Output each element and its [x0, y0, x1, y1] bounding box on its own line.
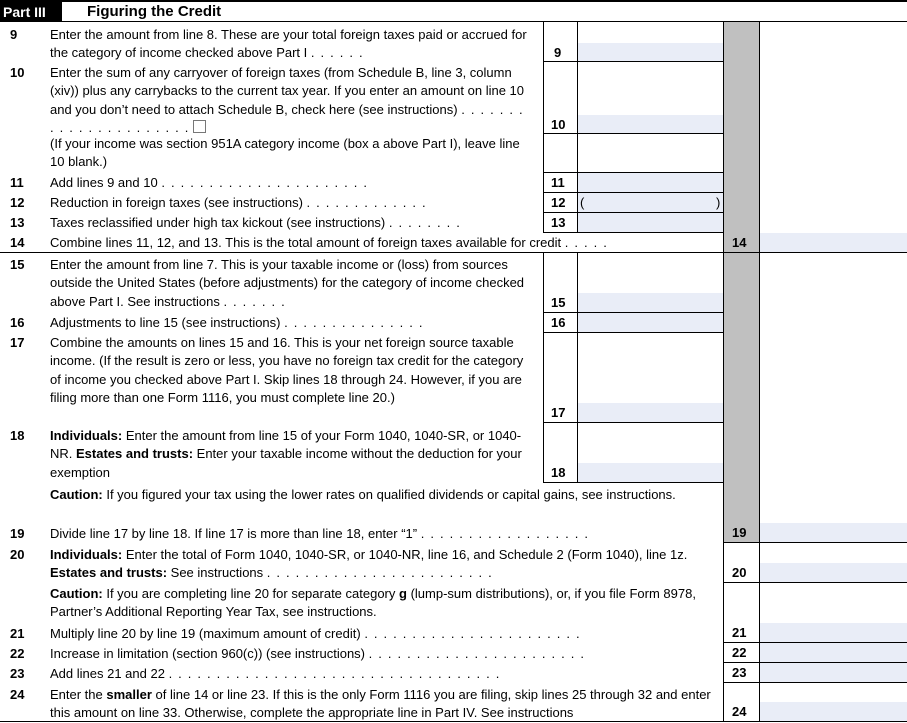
line-10-checkbox[interactable]: [193, 120, 206, 133]
box-label-16: 16: [551, 315, 566, 330]
line-18-input[interactable]: [578, 463, 723, 482]
box-label-22: 22: [732, 645, 747, 660]
line-number-24: 24: [10, 687, 25, 702]
line-24-input[interactable]: [760, 702, 907, 721]
line-number-20: 20: [10, 547, 25, 562]
rule: [723, 582, 907, 583]
line-17-input[interactable]: [578, 403, 723, 422]
box-label-23: 23: [732, 665, 747, 680]
line-12-open-paren: (: [580, 195, 585, 210]
line-number-16: 16: [10, 315, 25, 330]
box-label-14: 14: [732, 235, 747, 250]
line-number-9: 9: [10, 27, 18, 42]
line-number-18: 18: [10, 428, 25, 443]
box-label-11: 11: [551, 175, 565, 190]
line-16-input[interactable]: [578, 313, 723, 332]
line-19-input[interactable]: [760, 523, 907, 542]
box-label-18: 18: [551, 465, 566, 480]
line-18-text: Individuals: Enter the amount from line 15 of your Form 1040, 1040-SR, or 1040-NR. Estates and trusts: Enter your taxable income without the deduction for your exemption: [50, 428, 522, 480]
line-15-text: Enter the amount from line 7. This is your taxable income or (loss) from sources outside the United States (before adjustments) for the category of income checked above Part I. See instructions . . . . . . .: [50, 257, 525, 309]
line-19-text: Divide line 17 by line 18. If line 17 is more than line 18, enter “1” . . . . . . . . . . . . . . . . . .: [50, 526, 590, 541]
line-number-21: 21: [10, 626, 25, 641]
line-23-input[interactable]: [760, 663, 907, 682]
inner-box-left-rule: [543, 22, 544, 232]
rule: [543, 332, 723, 333]
outer-box-left-rule: [723, 22, 724, 722]
rule: [543, 422, 723, 423]
line-11-text: Add lines 9 and 10 . . . . . . . . . . . . . . . . . . . . . .: [50, 175, 369, 190]
line-24-text: Enter the smaller of line 14 or line 23. If this is the only Form 1116 you are filing, skip lines 25 through 32 and enter this amount on line 33. Otherwise, complete the appropriate line in Part IV. See instructions: [50, 687, 711, 721]
rule: [543, 482, 723, 483]
rule: [543, 133, 723, 134]
outer-box-divider: [759, 22, 760, 722]
line-9-input[interactable]: [578, 43, 723, 61]
box-label-12: 12: [551, 195, 566, 210]
line-9-text: Enter the amount from line 8. These are your total foreign taxes paid or accrued for the category of income checked above Part I . . . . . .: [50, 27, 527, 61]
box-label-19: 19: [732, 525, 747, 540]
line-20-input[interactable]: [760, 563, 907, 582]
box-label-20: 20: [732, 565, 747, 580]
box-label-24: 24: [732, 704, 747, 719]
part-header: [0, 0, 907, 22]
line-13-input[interactable]: [578, 213, 723, 232]
line-11-input[interactable]: [578, 173, 723, 192]
inner-box-divider-2: [577, 252, 578, 482]
box-label-9: 9: [554, 45, 562, 60]
line-number-15: 15: [10, 257, 25, 272]
line-number-13: 13: [10, 215, 25, 230]
part-tag: Part III: [0, 2, 62, 22]
inner-box-left-rule-2: [543, 252, 544, 482]
line-20-caution: Caution: If you are completing line 20 for separate category g (lump-sum distributions), or, if you file Form 8978, Partner’s Additional Reporting Year Tax, see instructions.: [50, 586, 696, 620]
line-number-12: 12: [10, 195, 25, 210]
line-number-11: 11: [10, 175, 24, 190]
line-12-close-paren: ): [716, 195, 721, 210]
line-number-22: 22: [10, 646, 25, 661]
rule: [723, 542, 907, 543]
box-label-13: 13: [551, 215, 566, 230]
line-18-caution: Caution: If you figured your tax using the lower rates on qualified dividends or capital gains, see instructions.: [50, 487, 676, 502]
line-number-19: 19: [10, 526, 25, 541]
line-number-17: 17: [10, 335, 25, 350]
part-title: Figuring the Credit: [87, 3, 222, 20]
line-21-input[interactable]: [760, 623, 907, 642]
line-22-text: Increase in limitation (section 960(c)) (see instructions) . . . . . . . . . . . . . . . . . . . . . . .: [50, 646, 586, 661]
line-number-10: 10: [10, 65, 25, 80]
line-14-text: Combine lines 11, 12, and 13. This is the total amount of foreign taxes available for credit . . . . .: [50, 235, 609, 250]
line-15-input[interactable]: [578, 293, 723, 312]
line-12-text: Reduction in foreign taxes (see instructions) . . . . . . . . . . . . .: [50, 195, 427, 210]
line-10-note: (If your income was section 951A category income (box a above Part I), leave line 10 blank.): [50, 136, 520, 170]
box-label-21: 21: [732, 625, 747, 640]
box-label-15: 15: [551, 295, 566, 310]
rule: [723, 682, 907, 683]
line-14-input[interactable]: [760, 233, 907, 252]
line-10-text: Enter the sum of any carryover of foreign taxes (from Schedule B, line 3, column (xiv)) plus any carrybacks to the current tax year. If you enter an amount on line 10 and you don’t need to attach Schedule B, check here (see instructions) . . . . . . . . . . . . . . . . . . . . . .: [50, 65, 525, 135]
line-17-text: Combine the amounts on lines 15 and 16. This is your net foreign source taxable income. (If the result is zero or less, you have no foreign tax credit for the category of income you checked above Part I. Skip lines 18 through 24. However, if you are filing more than one Form 1116, you must complete line 20.): [50, 335, 524, 405]
rule: [543, 61, 723, 62]
box-label-10: 10: [551, 117, 566, 132]
box-label-17: 17: [551, 405, 566, 420]
line-10-input[interactable]: [578, 115, 723, 133]
line-number-14: 14: [10, 235, 25, 250]
line-16-text: Adjustments to line 15 (see instructions) . . . . . . . . . . . . . . .: [50, 315, 424, 330]
line-21-text: Multiply line 20 by line 19 (maximum amount of credit) . . . . . . . . . . . . . . . . . . . . . . .: [50, 626, 581, 641]
shaded-column: [723, 22, 759, 542]
line-20-text: Individuals: Enter the total of Form 1040, 1040-SR, or 1040-NR, line 16, and Schedule 2 (Form 1040), line 1z. Estates and trusts: See instructions . . . . . . . . . . . . . . . . . . . . . . . .: [50, 547, 688, 581]
line-23-text: Add lines 21 and 22 . . . . . . . . . . . . . . . . . . . . . . . . . . . . . . . . . . .: [50, 666, 501, 681]
rule: [543, 232, 723, 233]
line-13-text: Taxes reclassified under high tax kickout (see instructions) . . . . . . . .: [50, 215, 462, 230]
line-12-input[interactable]: [578, 193, 723, 212]
line-number-23: 23: [10, 666, 25, 681]
line-22-input[interactable]: [760, 643, 907, 662]
